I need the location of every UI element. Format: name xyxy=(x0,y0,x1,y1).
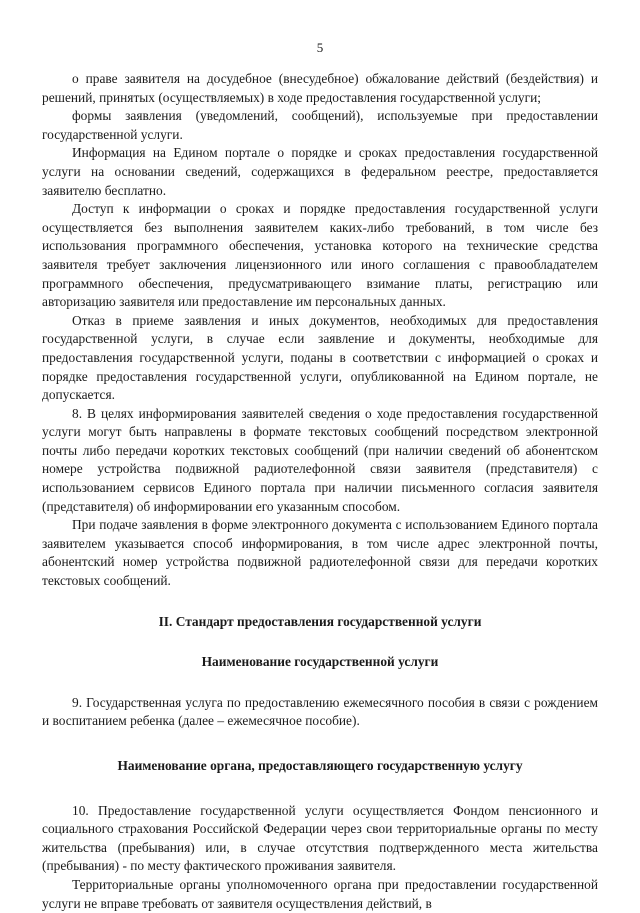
paragraph-territorial-bodies: Территориальные органы уполномоченного органа при предоставлении государственной услуги не вправе требовать от заявителя осуществления действий, в xyxy=(42,876,598,911)
paragraph-access-info: Доступ к информации о сроках и порядке предоставления государственной услуги осуществляется без выполнения заявителем каких-либо требований, в том числе без использования программного обеспечения, установка которого на технические средства заявителя требует заключения лицензионного или иного соглашения с правообладателем программного обеспечения, предусматривающего взимание платы, регистрацию или авторизацию заявителя или предоставление им персональных данных. xyxy=(42,201,598,310)
paragraph-item-9: 9. Государственная услуга по предоставлению ежемесячного пособия в связи с рождением и воспитанием ребенка (далее – ежемесячное пособие). xyxy=(42,694,598,729)
subsection-title-authority: Наименование органа, предоставляющего государственную услугу xyxy=(117,758,523,773)
section-title: II. Стандарт предоставления государственной услуги xyxy=(158,613,482,629)
paragraph-refusal: Отказ в приеме заявления и иных документов, необходимых для предоставления государственной услуги, в случае если заявление и документы, необходимые для предоставления государственной услуги, поданы в соответствии с информацией о сроках и порядке предоставления государственной услуги, опубликованной на Едином портале, не допускается. xyxy=(42,312,598,403)
page-number: 5 xyxy=(316,40,324,55)
document-body xyxy=(42,70,598,913)
paragraph-notification-method: При подаче заявления в форме электронного документа с использованием Единого портала заявителем указывается способ информирования, в том числе адрес электронной почты, абонентский номер устройства подвижной радиотелефонной связи для передачи коротких текстовых сообщений. xyxy=(42,517,598,589)
paragraph-application-forms: формы заявления (уведомлений, сообщений), используемые при предоставлении государственной услуги. xyxy=(42,108,598,142)
paragraph-item-8: 8. В целях информирования заявителей сведения о ходе предоставления государственной услуги могут быть направлены в формате текстовых сообщений посредством электронной почты либо передачи коротких текстовых сообщений (при наличии сведений об абонентском номере устройства подвижной радиотелефонной связи заявителя (представителя) с использованием сервисов Единого портала при наличии письменного согласия заявителя (представителя) об информировании его указанным способом. xyxy=(42,405,598,514)
subsection-title-service-name: Наименование государственной услуги xyxy=(201,654,439,670)
paragraph-portal-info: Информация на Едином портале о порядке и сроках предоставления государственной услуги на основании сведений, содержащихся в федеральном реестре, предоставляется заявителю бесплатно. xyxy=(42,145,598,198)
paragraph-appeal-right: о праве заявителя на досудебное (внесудебное) обжалование действий (бездействия) и решений, принятых (осуществляемых) в ходе предоставления государственной услуги; xyxy=(42,71,598,105)
paragraph-item-10: 10. Предоставление государственной услуги осуществляется Фондом пенсионного и социального страхования Российской Федерации через свои территориальные органы по месту жительства (пребывания) или, в случае отсутствия подтвержденного места жительства (пребывания) - по месту фактического проживания заявителя. xyxy=(42,802,598,874)
